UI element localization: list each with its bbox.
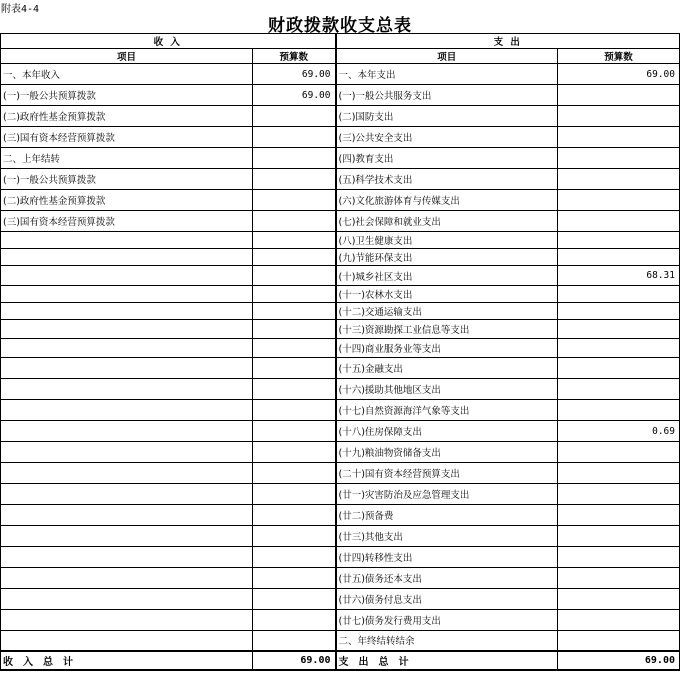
income-item-cell: (三)国有资本经营预算拨款 [1, 211, 253, 232]
expense-item-cell: (十九)粮油物资储备支出 [336, 442, 558, 463]
income-item-cell [1, 589, 253, 610]
income-budget-cell [253, 589, 336, 610]
income-item-cell [1, 379, 253, 400]
expense-item-cell: (四)教育支出 [336, 148, 558, 169]
expense-budget-cell [558, 568, 680, 589]
expense-item-cell: (一)一般公共服务支出 [336, 85, 558, 106]
total-row [1, 651, 680, 670]
table-row [1, 400, 680, 421]
income-budget-cell [253, 526, 336, 547]
table-row [1, 631, 680, 651]
expense-budget-cell [558, 127, 680, 148]
income-item-cell: (二)政府性基金预算拨款 [1, 190, 253, 211]
income-budget-cell [253, 339, 336, 358]
expense-budget-cell [558, 211, 680, 232]
income-budget-cell [253, 568, 336, 589]
income-budget-cell [253, 400, 336, 421]
expense-item-cell: (二十)国有资本经营预算支出 [336, 463, 558, 484]
income-section-header: 收 入 [1, 34, 336, 49]
income-item-cell [1, 303, 253, 320]
expense-budget-header: 预算数 [558, 49, 680, 64]
income-item-cell [1, 505, 253, 526]
income-budget-cell [253, 211, 336, 232]
income-budget-cell [253, 631, 336, 651]
expense-item-cell: (十)城乡社区支出 [336, 266, 558, 286]
expense-item-cell: (十五)金融支出 [336, 358, 558, 379]
expense-budget-cell [558, 249, 680, 266]
table-row [1, 190, 680, 211]
table-row [1, 421, 680, 442]
income-budget-cell [253, 303, 336, 320]
income-item-cell [1, 249, 253, 266]
expense-item-cell: 二、年终结转结余 [336, 631, 558, 651]
income-budget-cell [253, 106, 336, 127]
table-row [1, 320, 680, 339]
attachment-label: 附表4-4 [1, 4, 40, 15]
income-budget-cell [253, 358, 336, 379]
expense-budget-cell [558, 190, 680, 211]
expense-budget-cell [558, 400, 680, 421]
income-total-value: 69.00 [253, 651, 336, 670]
income-item-cell [1, 421, 253, 442]
income-item-cell [1, 547, 253, 568]
income-item-cell: (一)一般公共预算拨款 [1, 85, 253, 106]
income-budget-cell [253, 169, 336, 190]
income-budget-cell [253, 379, 336, 400]
income-item-cell [1, 526, 253, 547]
expense-budget-cell [558, 379, 680, 400]
income-item-cell [1, 339, 253, 358]
income-item-cell [1, 442, 253, 463]
table-row [1, 249, 680, 266]
expense-budget-cell [558, 303, 680, 320]
expense-budget-cell [558, 547, 680, 568]
income-budget-cell [253, 190, 336, 211]
income-item-cell [1, 232, 253, 249]
income-budget-cell [253, 286, 336, 303]
income-item-cell [1, 631, 253, 651]
expense-section-header: 支 出 [336, 34, 680, 49]
expense-item-cell: (廿六)债务付息支出 [336, 589, 558, 610]
expense-budget-cell [558, 339, 680, 358]
table-row [1, 169, 680, 190]
section-header-row [1, 34, 680, 49]
table-row [1, 463, 680, 484]
income-budget-header: 预算数 [253, 49, 336, 64]
income-item-header: 项目 [1, 49, 253, 64]
table-row [1, 106, 680, 127]
income-item-cell: (三)国有资本经营预算拨款 [1, 127, 253, 148]
expense-item-cell: (九)节能环保支出 [336, 249, 558, 266]
table-row [1, 85, 680, 106]
expense-item-cell: (十三)资源勘探工业信息等支出 [336, 320, 558, 339]
expense-item-cell: (十八)住房保障支出 [336, 421, 558, 442]
income-budget-cell [253, 610, 336, 631]
expense-budget-cell [558, 286, 680, 303]
table-row [1, 484, 680, 505]
table-row [1, 64, 680, 85]
expense-budget-cell: 68.31 [558, 266, 680, 286]
expense-item-cell: (十一)农林水支出 [336, 286, 558, 303]
expense-item-cell: (二)国防支出 [336, 106, 558, 127]
table-row [1, 211, 680, 232]
income-budget-cell [253, 249, 336, 266]
expense-item-cell: (廿五)债务还本支出 [336, 568, 558, 589]
expense-item-cell: (十六)援助其他地区支出 [336, 379, 558, 400]
table-row [1, 610, 680, 631]
income-item-cell [1, 400, 253, 421]
expense-item-cell: (廿四)转移性支出 [336, 547, 558, 568]
income-item-cell [1, 463, 253, 484]
expense-item-cell: (廿一)灾害防治及应急管理支出 [336, 484, 558, 505]
expense-budget-cell [558, 463, 680, 484]
income-budget-cell [253, 421, 336, 442]
table-row [1, 379, 680, 400]
table-row [1, 505, 680, 526]
expense-budget-cell [558, 106, 680, 127]
table-row [1, 442, 680, 463]
expense-item-cell: (廿三)其他支出 [336, 526, 558, 547]
expense-budget-cell [558, 589, 680, 610]
income-budget-cell: 69.00 [253, 64, 336, 85]
expense-budget-cell [558, 526, 680, 547]
income-item-cell [1, 286, 253, 303]
page-title: 财政拨款收支总表 [268, 16, 412, 36]
expense-item-header: 项目 [336, 49, 558, 64]
budget-table [0, 33, 680, 671]
table-row [1, 303, 680, 320]
expense-budget-cell [558, 148, 680, 169]
expense-budget-cell [558, 442, 680, 463]
expense-item-cell: (八)卫生健康支出 [336, 232, 558, 249]
income-budget-cell [253, 505, 336, 526]
expense-budget-cell [558, 610, 680, 631]
expense-item-cell: (廿七)债务发行费用支出 [336, 610, 558, 631]
expense-total-value: 69.00 [558, 651, 680, 670]
expense-item-cell: 一、本年支出 [336, 64, 558, 85]
table-row [1, 266, 680, 286]
income-total-label: 收入总计 [1, 651, 253, 670]
income-budget-cell: 69.00 [253, 85, 336, 106]
expense-total-label: 支出总计 [336, 651, 558, 670]
income-item-cell [1, 610, 253, 631]
expense-budget-cell [558, 85, 680, 106]
budget-table-body [1, 34, 680, 670]
expense-item-cell: (六)文化旅游体育与传媒支出 [336, 190, 558, 211]
income-item-cell: (一)一般公共预算拨款 [1, 169, 253, 190]
income-budget-cell [253, 442, 336, 463]
income-item-cell [1, 568, 253, 589]
expense-budget-cell [558, 484, 680, 505]
expense-item-cell: (七)社会保障和就业支出 [336, 211, 558, 232]
income-item-cell [1, 358, 253, 379]
expense-item-cell: (三)公共安全支出 [336, 127, 558, 148]
expense-item-cell: (十七)自然资源海洋气象等支出 [336, 400, 558, 421]
expense-budget-cell: 69.00 [558, 64, 680, 85]
expense-budget-cell: 0.69 [558, 421, 680, 442]
table-row [1, 526, 680, 547]
income-item-cell [1, 266, 253, 286]
income-budget-cell [253, 463, 336, 484]
expense-budget-cell [558, 358, 680, 379]
table-row [1, 339, 680, 358]
expense-item-cell: (廿二)预备费 [336, 505, 558, 526]
table-row [1, 568, 680, 589]
table-row [1, 358, 680, 379]
expense-budget-cell [558, 631, 680, 651]
expense-budget-cell [558, 320, 680, 339]
expense-item-cell: (十二)交通运输支出 [336, 303, 558, 320]
income-item-cell [1, 320, 253, 339]
expense-budget-cell [558, 232, 680, 249]
income-budget-cell [253, 266, 336, 286]
table-row [1, 547, 680, 568]
column-header-row [1, 49, 680, 64]
income-item-cell: 二、上年结转 [1, 148, 253, 169]
expense-item-cell: (五)科学技术支出 [336, 169, 558, 190]
expense-budget-cell [558, 169, 680, 190]
table-row [1, 286, 680, 303]
table-row [1, 589, 680, 610]
expense-budget-cell [558, 505, 680, 526]
income-budget-cell [253, 547, 336, 568]
income-item-cell: (二)政府性基金预算拨款 [1, 106, 253, 127]
income-budget-cell [253, 148, 336, 169]
table-row [1, 232, 680, 249]
income-budget-cell [253, 320, 336, 339]
income-budget-cell [253, 127, 336, 148]
income-budget-cell [253, 484, 336, 505]
income-item-cell [1, 484, 253, 505]
expense-item-cell: (十四)商业服务业等支出 [336, 339, 558, 358]
table-row [1, 148, 680, 169]
income-budget-cell [253, 232, 336, 249]
table-row [1, 127, 680, 148]
income-item-cell: 一、本年收入 [1, 64, 253, 85]
